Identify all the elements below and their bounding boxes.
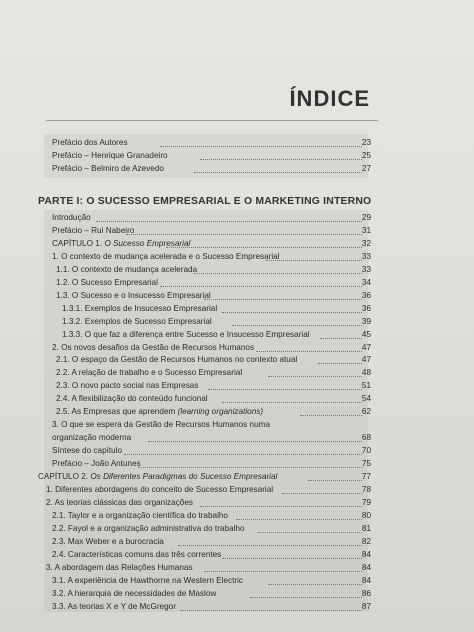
leader-dots: [178, 544, 362, 546]
toc-label-prefix: CAPÍTULO 2.: [38, 472, 91, 481]
toc-label: 1.3.3. O que faz a diferença entre Sucesso e Insucesso Empresarial: [62, 329, 310, 339]
toc-label: 2. Os novos desafios da Gestão de Recursos Humanos: [52, 342, 255, 352]
leader-dots: [200, 505, 362, 507]
toc-page: 79: [361, 497, 371, 507]
toc-label-italic: Os Diferentes Paradigmas do Sucesso Empresarial: [90, 472, 278, 481]
toc-label: 3.2. A hierarquia de necessidades de Maslow: [52, 588, 217, 598]
toc-page: 75: [361, 459, 371, 469]
leader-dots: [204, 298, 362, 300]
toc-label: Prefácio – Henrique Granadeiro: [52, 151, 168, 160]
leader-dots: [200, 158, 362, 160]
toc-label-prefix: CAPÍTULO 1.: [52, 238, 105, 248]
leader-dots: [126, 233, 362, 235]
toc-page: 39: [361, 316, 371, 326]
toc-row[interactable]: [0, 483, 474, 497]
toc-row[interactable]: [0, 289, 474, 303]
toc-page: 47: [361, 355, 371, 365]
toc-page: 84: [361, 575, 371, 585]
toc-page: 33: [361, 251, 371, 261]
toc-page: 77: [361, 472, 371, 481]
toc-page: 84: [361, 562, 371, 572]
toc-label: Introdução: [52, 213, 91, 222]
toc-label: Prefácio dos Autores: [52, 138, 128, 147]
toc-row[interactable]: [0, 431, 474, 445]
toc-page: 23: [361, 138, 371, 147]
toc-page: 47: [361, 342, 371, 352]
toc-label: 1.3. O Sucesso e o Insucesso Empresarial: [56, 290, 211, 300]
toc-label: 1. O contexto de mudança acelerada e o Sucesso Empresarial: [52, 251, 280, 261]
toc-row[interactable]: [0, 587, 474, 601]
toc-page: 34: [361, 277, 371, 287]
toc-row[interactable]: [0, 263, 474, 277]
toc-row[interactable]: [0, 353, 474, 367]
toc-label: [38, 470, 277, 484]
toc-label: 2.1. O espaço da Gestão de Recursos Humanos no contexto atual: [56, 355, 298, 365]
leader-dots: [160, 285, 362, 287]
toc-label: 2.3. Max Weber e a burocracia: [52, 536, 164, 546]
leader-dots: [194, 171, 362, 173]
leader-dots: [180, 609, 362, 611]
toc-row[interactable]: [0, 405, 474, 419]
toc-page: 25: [361, 151, 371, 160]
leader-dots: [222, 311, 362, 313]
toc-label: 2.1. Taylor e a organização científica do trabalho: [52, 510, 228, 520]
leader-dots: [194, 272, 362, 274]
toc-row[interactable]: [0, 522, 474, 536]
leader-dots: [222, 401, 362, 403]
leader-dots: [250, 596, 362, 598]
toc-label-italic: (learning organizations): [177, 407, 264, 417]
toc-page: 80: [361, 510, 371, 520]
toc-label: Prefácio – Rui Nabeiro: [52, 225, 135, 235]
title-divider: [46, 120, 378, 121]
toc-page: 31: [361, 225, 371, 235]
toc-page: 62: [361, 407, 371, 417]
toc-label: 3.3. As teorias X e Y de McGregor: [52, 601, 176, 611]
toc-row[interactable]: [0, 379, 474, 393]
toc-label: 2.3. O novo pacto social nas Empresas: [56, 381, 199, 391]
toc-label: 1.3.1. Exemplos de Insucesso Empresarial: [62, 303, 218, 313]
toc-page: 36: [361, 303, 371, 313]
toc-page: 29: [361, 213, 371, 222]
leader-dots: [160, 145, 362, 147]
toc-page: 45: [361, 329, 371, 339]
toc-label: [52, 237, 190, 251]
toc-label: 1.1. O contexto de mudança acelerada: [56, 264, 198, 274]
toc-row[interactable]: [0, 136, 474, 150]
toc-row[interactable]: [0, 392, 474, 406]
toc-row[interactable]: [0, 470, 474, 484]
toc-row[interactable]: [0, 250, 474, 264]
toc-row[interactable]: [0, 496, 474, 510]
toc-row[interactable]: [0, 366, 474, 380]
toc-page: 86: [361, 588, 371, 598]
toc-label: 2.4. Características comuns das três correntes: [52, 549, 222, 559]
toc-label: [56, 405, 263, 419]
toc-row[interactable]: [0, 315, 474, 329]
toc-row[interactable]: [0, 509, 474, 523]
toc-row[interactable]: [0, 328, 474, 342]
part-heading: PARTE I: O SUCESSO EMPRESARIAL E O MARKETING INTERNO: [38, 196, 372, 207]
toc-label: 2.2. Fayol e a organização administrativa do trabalho: [52, 523, 245, 533]
toc-label: 1.3.2. Exemplos de Sucesso Empresarial: [62, 316, 212, 326]
leader-dots: [222, 557, 362, 559]
leader-dots: [96, 220, 362, 222]
toc-row[interactable]: [0, 149, 474, 163]
toc-row[interactable]: [0, 302, 474, 316]
toc-row[interactable]: [0, 600, 474, 614]
leader-dots: [138, 466, 362, 468]
toc-page: 33: [361, 264, 371, 274]
toc-row[interactable]: [0, 444, 474, 458]
toc-page: 78: [361, 484, 371, 494]
toc-page: 36: [361, 290, 371, 300]
toc-label-prefix: 2.5. As Empresas que aprendem: [56, 407, 178, 417]
toc-label: organização moderna: [52, 433, 132, 443]
toc-row[interactable]: [0, 237, 474, 251]
toc-page: 48: [361, 368, 371, 378]
toc-page: 82: [361, 536, 371, 546]
toc-label: Prefácio – João Antunes: [52, 459, 141, 469]
toc-page: 51: [361, 381, 371, 391]
toc-row[interactable]: [0, 224, 474, 238]
toc-row[interactable]: [0, 211, 474, 225]
toc-row[interactable]: [0, 548, 474, 562]
toc-page: 32: [361, 238, 371, 248]
toc-label: 1. Diferentes abordagens do conceito de Sucesso Empresarial: [46, 484, 274, 494]
toc-label-italic: O Sucesso Empresarial: [104, 238, 191, 248]
page-title: ÍNDICE: [289, 86, 370, 111]
toc-page: 27: [361, 164, 371, 173]
leader-dots: [148, 440, 362, 442]
toc-label: 2.2. A relação de trabalho e o Sucesso Empresarial: [56, 368, 243, 378]
leader-dots: [124, 453, 362, 455]
leader-dots: [232, 324, 362, 326]
toc-row[interactable]: [0, 162, 474, 176]
toc-label: 1.2. O Sucesso Empresarial: [56, 277, 158, 287]
leader-dots: [204, 570, 362, 572]
toc-row[interactable]: [0, 574, 474, 588]
toc-label: 2.4. A flexibilização do conteúdo funcional: [56, 394, 208, 404]
toc-label: 3.1. A experiência de Hawthorne na Western Electric: [52, 575, 243, 585]
toc-page: 84: [361, 549, 371, 559]
toc-row[interactable]: [0, 276, 474, 290]
toc-row[interactable]: [0, 457, 474, 471]
toc-label: 3. O que se espera da Gestão de Recursos Humanos numa: [52, 420, 271, 430]
toc-page: 87: [361, 601, 371, 611]
leader-dots: [208, 388, 362, 390]
leader-dots: [236, 518, 362, 520]
toc-label: Prefácio – Belmiro de Azevedo: [52, 164, 164, 173]
toc-label: Síntese do capítulo: [52, 446, 123, 456]
toc-label: 3. A abordagem das Relações Humanas: [46, 562, 193, 572]
toc-row[interactable]: [0, 535, 474, 549]
toc-page: 68: [361, 433, 371, 443]
toc-label: 2. As teorias clássicas das organizações: [46, 497, 193, 507]
toc-row[interactable]: [0, 341, 474, 355]
toc-page: 54: [361, 394, 371, 404]
toc-row[interactable]: [0, 561, 474, 575]
toc-row[interactable]: [0, 418, 474, 432]
toc-page: 70: [361, 446, 371, 456]
toc-page: 81: [361, 523, 371, 533]
leader-dots: [166, 246, 362, 248]
